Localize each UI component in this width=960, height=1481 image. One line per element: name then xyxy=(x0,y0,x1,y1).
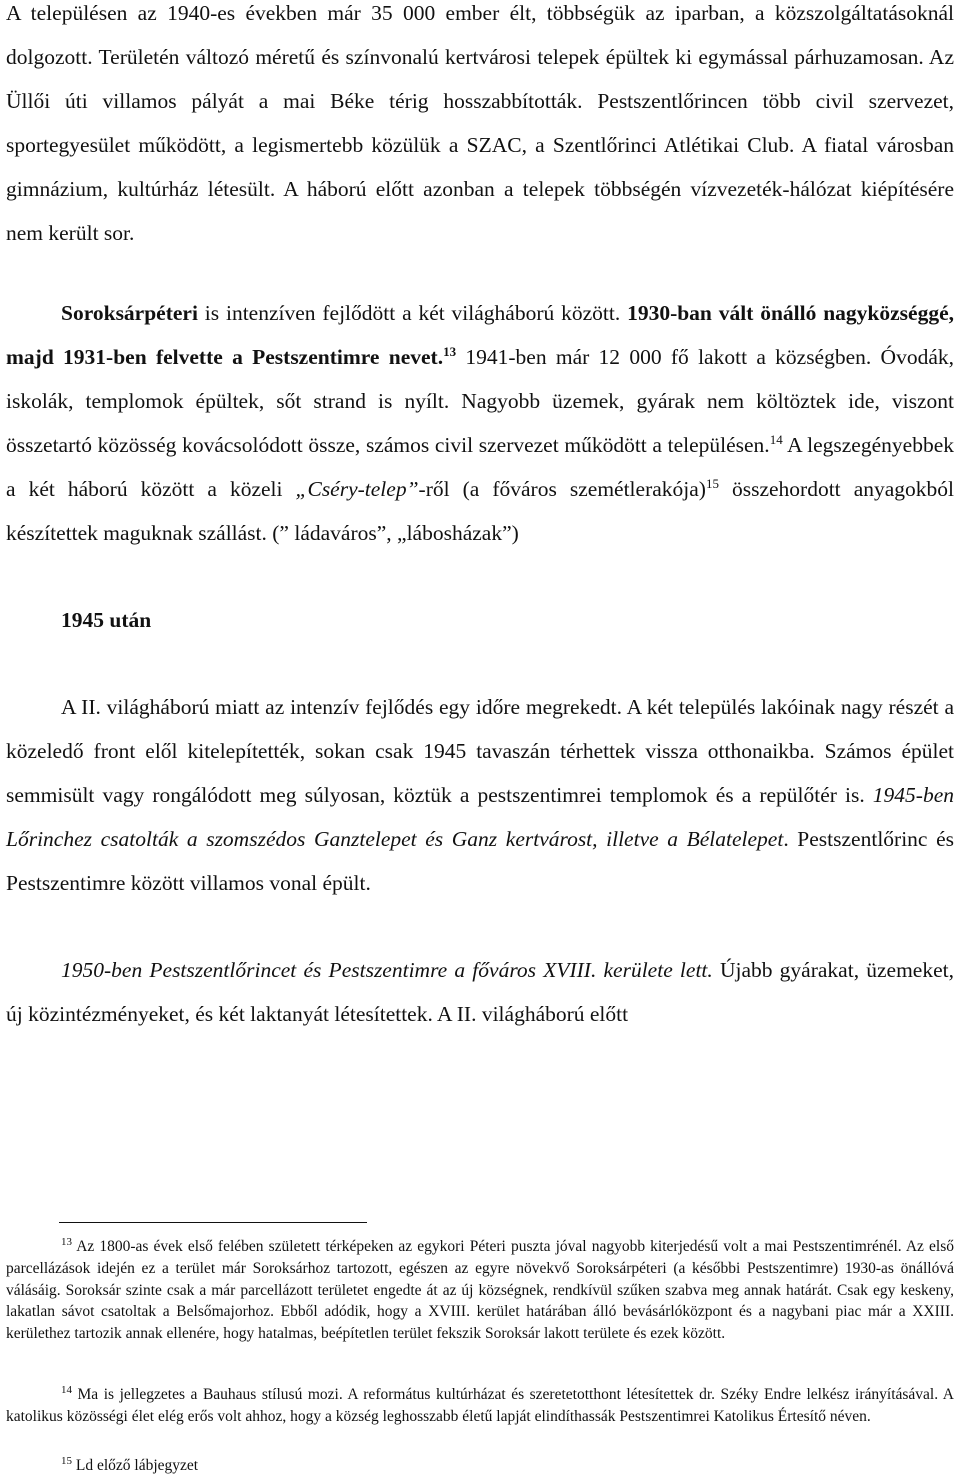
p3-italic: 1945-ben Lőrinchez csatolták a szomszédos Ganztelepet és Ganz kertvárost, illetve a Bélatelepet xyxy=(6,783,954,851)
footnote-ref-13[interactable]: 13 xyxy=(443,343,457,359)
csery-telep-italic: „Cséry-telep” xyxy=(295,477,419,501)
footnote-15 xyxy=(6,1455,954,1477)
p2-text-a: is intenzíven fejlődött a két világháború között. xyxy=(197,301,628,325)
footnote-14-text: Ma is jellegzetes a Bauhaus stílusú mozi. A református kultúrházat és szeretetotthont létesítettek dr. Széky Endre lelkész irányításával. A katolikus közösségi élet elég erős volt ahhoz, hogy a község leghosszabb életű lapját elindíthassák Pestszentimrei Katolikus Értesítő néven. xyxy=(6,1386,954,1425)
footnote-15-number: 15 xyxy=(61,1454,72,1467)
footnote-13-text: Az 1800-as évek első felében született térképeken az egykori Péteri puszta jóval nagyobb kiterjedésű volt a mai Pestszentimrénél. Az első parcellázások idején ez a terület már Soroksárhoz tartozott, egészen az egyre növekvő Soroksárpéteri (a későbbi Pestszentimre) 1930-as önállóvá válásáig. Soroksár szinte csak a már parcellázott területet engedte át az új községnek, rendkívül szűken szabva meg annak határát. Csak egy keskeny, lakatlan sávot csatoltak a Belsőmajorhoz. Ebből adódik, hogy a XVIII. kerület határában álló bevásárlóközpont és a nagybani piac már a XXIII. kerülethez tartozik annak ellenére, hogy hatalmas, beépítetlen terület fekszik Soroksár lakott területe és ezek között. xyxy=(6,1238,954,1343)
soroksarpeteri-bold-start: Soroksárpéteri xyxy=(61,301,198,325)
p3-text-b: . Pestszentlőrinc és Pestszentimre között villamos vonal épült. xyxy=(6,827,954,895)
footnote-ref-14[interactable]: 14 xyxy=(769,431,783,447)
paragraph-soroksarpeteri xyxy=(6,291,954,555)
p3-text-a: A II. világháború miatt az intenzív fejlődés egy időre megrekedt. A két település lakóinak nagy részét a közeledő front elől kitelepítették, sokan csak 1945 tavaszán térhettek vissza otthonaikba. Számos épület semmisült vagy rongálódott meg súlyosan, köztük a pestszentimrei templomok és a repülőtér is. xyxy=(6,695,954,807)
paragraph-after-1945 xyxy=(6,685,954,905)
p2-text-d: -ről (a főváros szemétlerakója) xyxy=(418,477,706,501)
footnote-13-number: 13 xyxy=(61,1235,72,1248)
p2-text-c: A legszegényebbek a két háború között a közeli xyxy=(6,433,954,501)
paragraph-pestszentlorinc-1940s: A településen az 1940-es években már 35 000 ember élt, többségük az iparban, a közszolgáltatásoknál dolgozott. Területén változó méretű és színvonalú kertvárosi telepek épültek ki egymással párhuzamosan. Az Üllői úti villamos pályát a mai Béke térig hosszabbították. Pestszentlőrincen több civil szervezet, sportegyesület működött, a legismertebb közülük a SZAC, a Szentlőrinci Atlétikai Club. A fiatal városban gimnázium, kultúrház létesült. A háború előtt azonban a telepek többségén vízvezeték-hálózat kiépítésére nem került sor. xyxy=(6,1,954,245)
p2-bold-statement: 1930-ban vált önálló nagyközséggé, majd 1931-ben felvette a Pestszentimre nevet. xyxy=(6,301,954,369)
p2-text-e: összehordott anyagokból készítettek maguknak szállást. (” ládaváros”, „lábosházak”) xyxy=(6,477,954,545)
footnote-ref-15[interactable]: 15 xyxy=(705,475,719,491)
footnote-15-text: Ld előző lábjegyzet xyxy=(72,1457,199,1474)
footnote-13 xyxy=(6,1236,954,1345)
footnote-14-number: 14 xyxy=(61,1383,72,1396)
paragraph-1950 xyxy=(6,948,954,1036)
section-heading-1945: 1945 után xyxy=(61,608,152,632)
document-page xyxy=(6,0,954,1036)
p4-text-b: Újabb gyárakat, üzemeket, új közintézményeket, és két laktanyát létesítettek. A II. világháború előtt xyxy=(6,958,954,1026)
footnote-separator xyxy=(59,1222,367,1223)
p4-italic: 1950-ben Pestszentlőrincet és Pestszentimre a főváros XVIII. kerülete lett. xyxy=(61,958,713,982)
footnote-14 xyxy=(6,1384,954,1428)
p2-text-b: 1941-ben már 12 000 fő lakott a községben. Óvodák, iskolák, templomok épültek, sőt strand is nyílt. Nagyobb üzemek, gyárak nem költöztek ide, viszont összetartó közösség kovácsolódott össze, számos civil szervezet működött a településen. xyxy=(6,345,954,457)
